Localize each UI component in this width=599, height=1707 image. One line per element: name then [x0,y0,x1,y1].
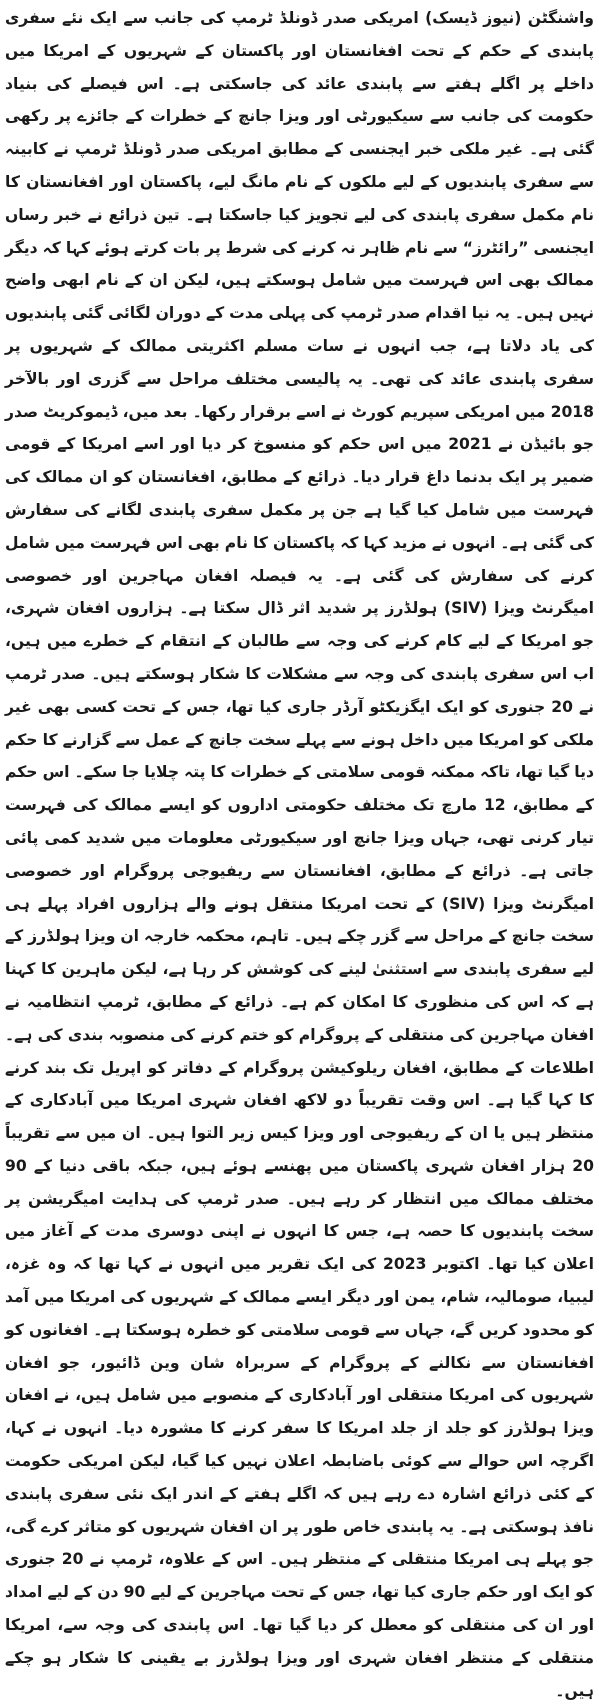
article-body-text: واشنگٹن (نیوز ڈیسک) امریکی صدر ڈونلڈ ٹرمپ کی جانب سے ایک نئے سفری پابندی کے حکم کے تحت افغانستان اور پاکستان کے شہریوں کے امریکا میں داخلے پر اگلے ہفتے سے پابندی عائد کی جاسکتی ہے۔ اس فیصلے کی بنیاد حکومت کی جانب سے سیکیورٹی اور ویزا جانچ کے خطرات کے جائزے پر رکھی گئی ہے۔ غیر ملکی خبر ایجنسی کے مطابق امریکی صدر ڈونلڈ ٹرمپ نے کابینہ سے سفری پابندیوں کے لیے ملکوں کے نام مانگ لیے، پاکستان اور افغانستان کا نام مکمل سفری پابندی کی لیے تجویز کیا جاسکتا ہے۔ تین ذرائع نے خبر رساں ایجنسی ”رائٹرز“ سے نام ظاہر نہ کرنے کی شرط پر بات کرتے ہوئے کہا کہ دیگر ممالک بھی اس فہرست میں شامل ہوسکتے ہیں، لیکن ان کے نام ابھی واضح نہیں ہیں۔ یہ نیا اقدام صدر ٹرمپ کی پہلی مدت کے دوران لگائی گئی پابندیوں کی یاد دلاتا ہے، جب انہوں نے سات مسلم اکثریتی ممالک کے شہریوں پر سفری پابندی عائد کی تھی۔ یہ پالیسی مختلف مراحل سے گزری اور بالآخر 2018 میں امریکی سپریم کورٹ نے اسے برقرار رکھا۔ بعد میں، ڈیموکریٹ صدر جو بائیڈن نے 2021 میں اس حکم کو منسوخ کر دیا اور اسے امریکا کے قومی ضمیر پر ایک بدنما داغ قرار دیا۔ ذرائع کے مطابق، افغانستان کو ان ممالک کی فہرست میں شامل کیا گیا ہے جن پر مکمل سفری پابندی لگانے کی سفارش کی گئی ہے۔ انہوں نے مزید کہا کہ پاکستان کا نام بھی اس فہرست میں شامل کرنے کی سفارش کی گئی ہے۔ یہ فیصلہ افغان مہاجرین اور خصوصی امیگرنٹ ویزا (SIV) ہولڈرز پر شدید اثر ڈال سکتا ہے۔ ہزاروں افغان شہری، جو امریکا کے لیے کام کرنے کی وجہ سے طالبان کے انتقام کے خطرے میں ہیں، اب اس سفری پابندی کی وجہ سے مشکلات کا شکار ہوسکتے ہیں۔ صدر ٹرمپ نے 20 جنوری کو ایک ایگزیکٹو آرڈر جاری کیا تھا، جس کے تحت کسی بھی غیر ملکی کو امریکا میں داخل ہونے سے پہلے سخت جانچ کے عمل سے گزارنے کا حکم دیا گیا تھا، تاکہ ممکنہ قومی سلامتی کے خطرات کا پتہ چلایا جا سکے۔ اس حکم کے مطابق، 12 مارچ تک مختلف حکومتی اداروں کو ایسے ممالک کی فہرست تیار کرنی تھی، جہاں ویزا جانچ اور سیکیورٹی معلومات میں شدید کمی پائی جاتی ہے۔ ذرائع کے مطابق، افغانستان سے ریفیوجی پروگرام اور خصوصی امیگرنٹ ویزا (SIV) کے تحت امریکا منتقل ہونے والے ہزاروں افراد پہلے ہی سخت جانچ کے مراحل سے گزر چکے ہیں۔ تاہم، محکمہ خارجہ ان ویزا ہولڈرز کے لیے سفری پابندی سے استثنیٰ لینے کی کوشش کر رہا ہے، لیکن ماہرین کا کہنا ہے کہ اس کی منظوری کا امکان کم ہے۔ ذرائع کے مطابق، ٹرمپ انتظامیہ نے افغان مہاجرین کی منتقلی کے پروگرام کو ختم کرنے کی منصوبہ بندی کی ہے۔ اطلاعات کے مطابق، افغان ریلوکیشن پروگرام کے دفاتر کو اپریل تک بند کرنے کا کہا گیا ہے۔ اس وقت تقریباً دو لاکھ افغان شہری امریکا میں آبادکاری کے منتظر ہیں یا ان کے ریفیوجی اور ویزا کیس زیر التوا ہیں۔ ان میں سے تقریباً 20 ہزار افغان شہری پاکستان میں پھنسے ہوئے ہیں، جبکہ باقی دنیا کے 90 مختلف ممالک میں انتظار کر رہے ہیں۔ صدر ٹرمپ کی ہدایت امیگریشن پر سخت پابندیوں کا حصہ ہے، جس کا انہوں نے اپنی دوسری مدت کے آغاز میں اعلان کیا تھا۔ اکتوبر 2023 کی ایک تقریر میں انہوں نے کہا تھا کہ وہ غزہ، لیبیا، صومالیہ، شام، یمن اور دیگر ایسے ممالک کے شہریوں کی امریکا میں آمد کو محدود کریں گے، جہاں سے قومی سلامتی کو خطرہ ہوسکتا ہے۔ افغانوں کو افغانستان سے نکالنے کے پروگرام کے سربراہ شان وین ڈائیور، جو افغان شہریوں کی امریکا منتقلی اور آبادکاری کے منصوبے میں شامل ہیں، نے افغان ویزا ہولڈرز کو جلد از جلد امریکا کا سفر کرنے کا مشورہ دیا۔ انہوں نے کہا، اگرچہ اس حوالے سے کوئی باضابطہ اعلان نہیں کیا گیا، لیکن امریکی حکومت کے کئی ذرائع اشارہ دے رہے ہیں کہ اگلے ہفتے کے اندر ایک نئی سفری پابندی نافذ ہوسکتی ہے۔ یہ پابندی خاص طور پر ان افغان شہریوں کو متاثر کرے گی، جو پہلے ہی امریکا منتقلی کے منتظر ہیں۔ اس کے علاوہ، ٹرمپ نے 20 جنوری کو ایک اور حکم جاری کیا تھا، جس کے تحت مہاجرین کے لیے 90 دن کے لیے امداد اور ان کی منتقلی کو معطل کر دیا گیا تھا۔ اس پابندی کی وجہ سے، امریکا منتقلی کے منتظر افغان شہری اور ویزا ہولڈرز بے یقینی کا شکار ہو چکے ہیں۔ [5,9,595,1700]
